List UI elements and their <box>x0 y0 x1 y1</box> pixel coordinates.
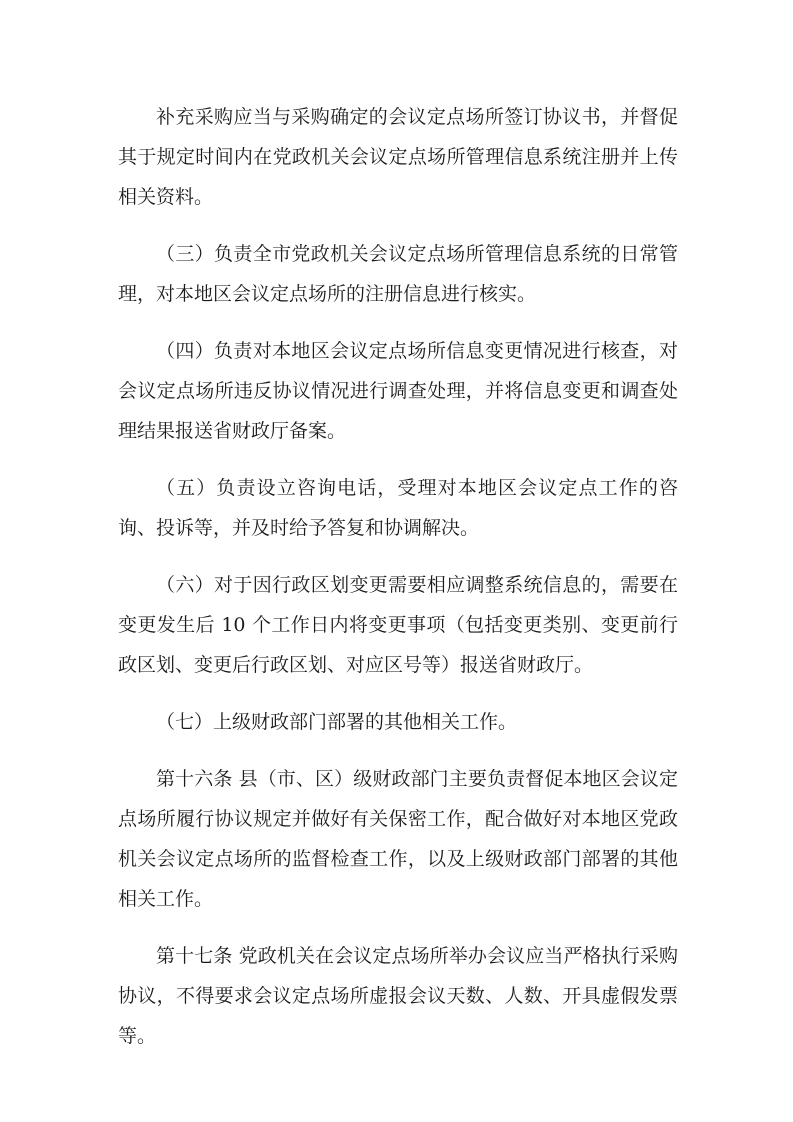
paragraph-item-six: （六）对于因行政区划变更需要相应调整系统信息的，需要在变更发生后 10 个工作日内将变更事项（包括变更类别、变更前行政区划、变更后行政区划、对应区号等）报送省财政厅。 <box>118 574 678 676</box>
paragraph-item-seven: （七）上级财政部门部署的其他相关工作。 <box>156 711 518 733</box>
document-body <box>118 97 678 1073</box>
paragraph-item-four: （四）负责对本地区会议定点场所信息变更情况进行核查，对会议定点场所违反协议情况进行调查处理，并将信息变更和调查处理结果报送省财政厅备案。 <box>118 340 678 442</box>
paragraph-item-three: （三）负责全市党政机关会议定点场所管理信息系统的日常管理，对本地区会议定点场所的注册信息进行核实。 <box>118 243 678 305</box>
paragraph-article-seventeen: 第十七条 党政机关在会议定点场所举办会议应当严格执行采购协议，不得要求会议定点场所虚报会议天数、人数、开具虚假发票等。 <box>118 945 678 1047</box>
paragraph-supplementary-procurement: 补充采购应当与采购确定的会议定点场所签订协议书，并督促其于规定时间内在党政机关会议定点场所管理信息系统注册并上传相关资料。 <box>118 106 678 208</box>
paragraph-item-five: （五）负责设立咨询电话，受理对本地区会议定点工作的咨询、投诉等，并及时给予答复和协调解决。 <box>118 477 678 539</box>
paragraph-article-sixteen: 第十六条 县（市、区）级财政部门主要负责督促本地区会议定点场所履行协议规定并做好有关保密工作，配合做好对本地区党政机关会议定点场所的监督检查工作，以及上级财政部门部署的其他相关工作。 <box>118 768 678 910</box>
